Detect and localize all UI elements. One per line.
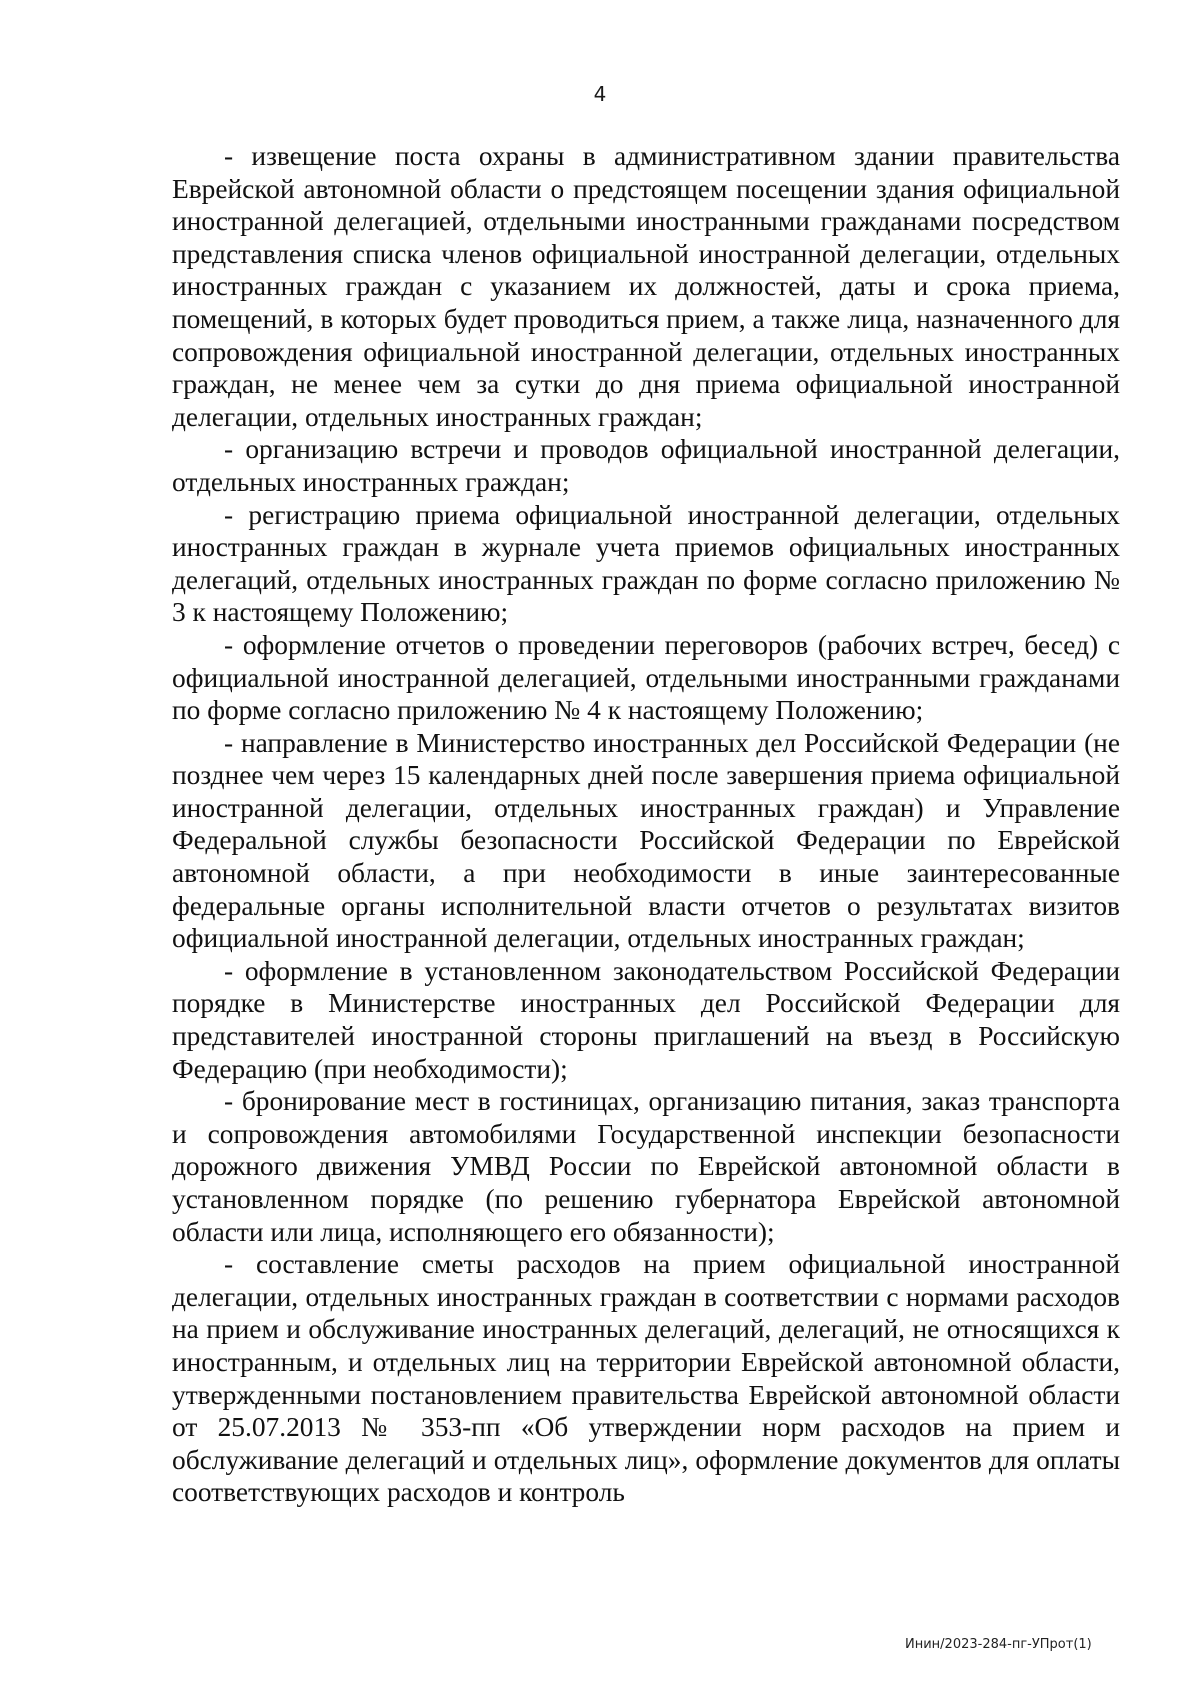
paragraph-invitations: - оформление в установленном законодательством Российской Федерации порядке в Министерстве иностранных дел Российской Федерации для представителей иностранной стороны приглашений на въезд в Российскую Федерацию (при необходимости); — [172, 955, 1120, 1084]
paragraph-security-notice: - извещение поста охраны в административном здании правительства Еврейской автономной области о предстоящем посещении здания официальной иностранной делегацией, отдельными иностранными гражданами посредством представления списка членов официальной иностранной делегации, отдельных иностранных граждан с указанием их должностей, даты и срока приема, помещений, в которых будет проводиться прием, а также лица, назначенного для сопровождения официальной иностранной делегации, отдельных иностранных граждан, не менее чем за сутки до дня приема официальной иностранной делегации, отдельных иностранных граждан; — [172, 141, 1120, 432]
document-body — [172, 140, 1120, 1509]
paragraph-reports-submission: - направление в Министерство иностранных дел Российской Федерации (не позднее чем через 15 календарных дней после завершения приема официальной иностранной делегации, отдельных иностранных граждан) и Управление Федеральной службы безопасности Российской Федерации по Еврейской автономной области, а при необходимости в иные заинтересованные федеральные органы исполнительной власти отчетов о результатах визитов официальной иностранной делегации, отдельных иностранных граждан; — [172, 727, 1120, 954]
paragraph-hotel-booking: - бронирование мест в гостиницах, организацию питания, заказ транспорта и сопровождения автомобилями Государственной инспекции безопасности дорожного движения УМВД России по Еврейской автономной области в установленном порядке (по решению губернатора Еврейской автономной области или лица, исполняющего его обязанности); — [172, 1086, 1120, 1247]
document-reference-code: Инин/2023-284-пг-УПрот(1) — [905, 1637, 1092, 1652]
page-number: 4 — [593, 82, 607, 106]
paragraph-reception-registration: - регистрацию приема официальной иностранной делегации, отдельных иностранных граждан в журнале учета приемов официальных иностранных делегаций, отдельных иностранных граждан по форме согласно приложению № 3 к настоящему Положению; — [172, 499, 1120, 628]
paragraph-negotiation-reports: - оформление отчетов о проведении переговоров (рабочих встреч, бесед) с официальной иностранной делегацией, отдельными иностранными гражданами по форме согласно приложению № 4 к настоящему Положению; — [172, 629, 1120, 726]
paragraph-expense-estimate: - составление сметы расходов на прием официальной иностранной делегации, отдельных иностранных граждан в соответствии с нормами расходов на прием и обслуживание иностранных делегаций, делегаций, не относящихся к иностранным, и отдельных лиц на территории Еврейской автономной области, утвержденными постановлением правительства Еврейской автономной области от 25.07.2013 № 353-пп «Об утверждении норм расходов на прием и обслуживание делегаций и отдельных лиц», оформление документов для оплаты соответствующих расходов и контроль — [172, 1249, 1120, 1508]
paragraph-meeting-organization: - организацию встречи и проводов официальной иностранной делегации, отдельных иностранных граждан; — [172, 434, 1120, 497]
